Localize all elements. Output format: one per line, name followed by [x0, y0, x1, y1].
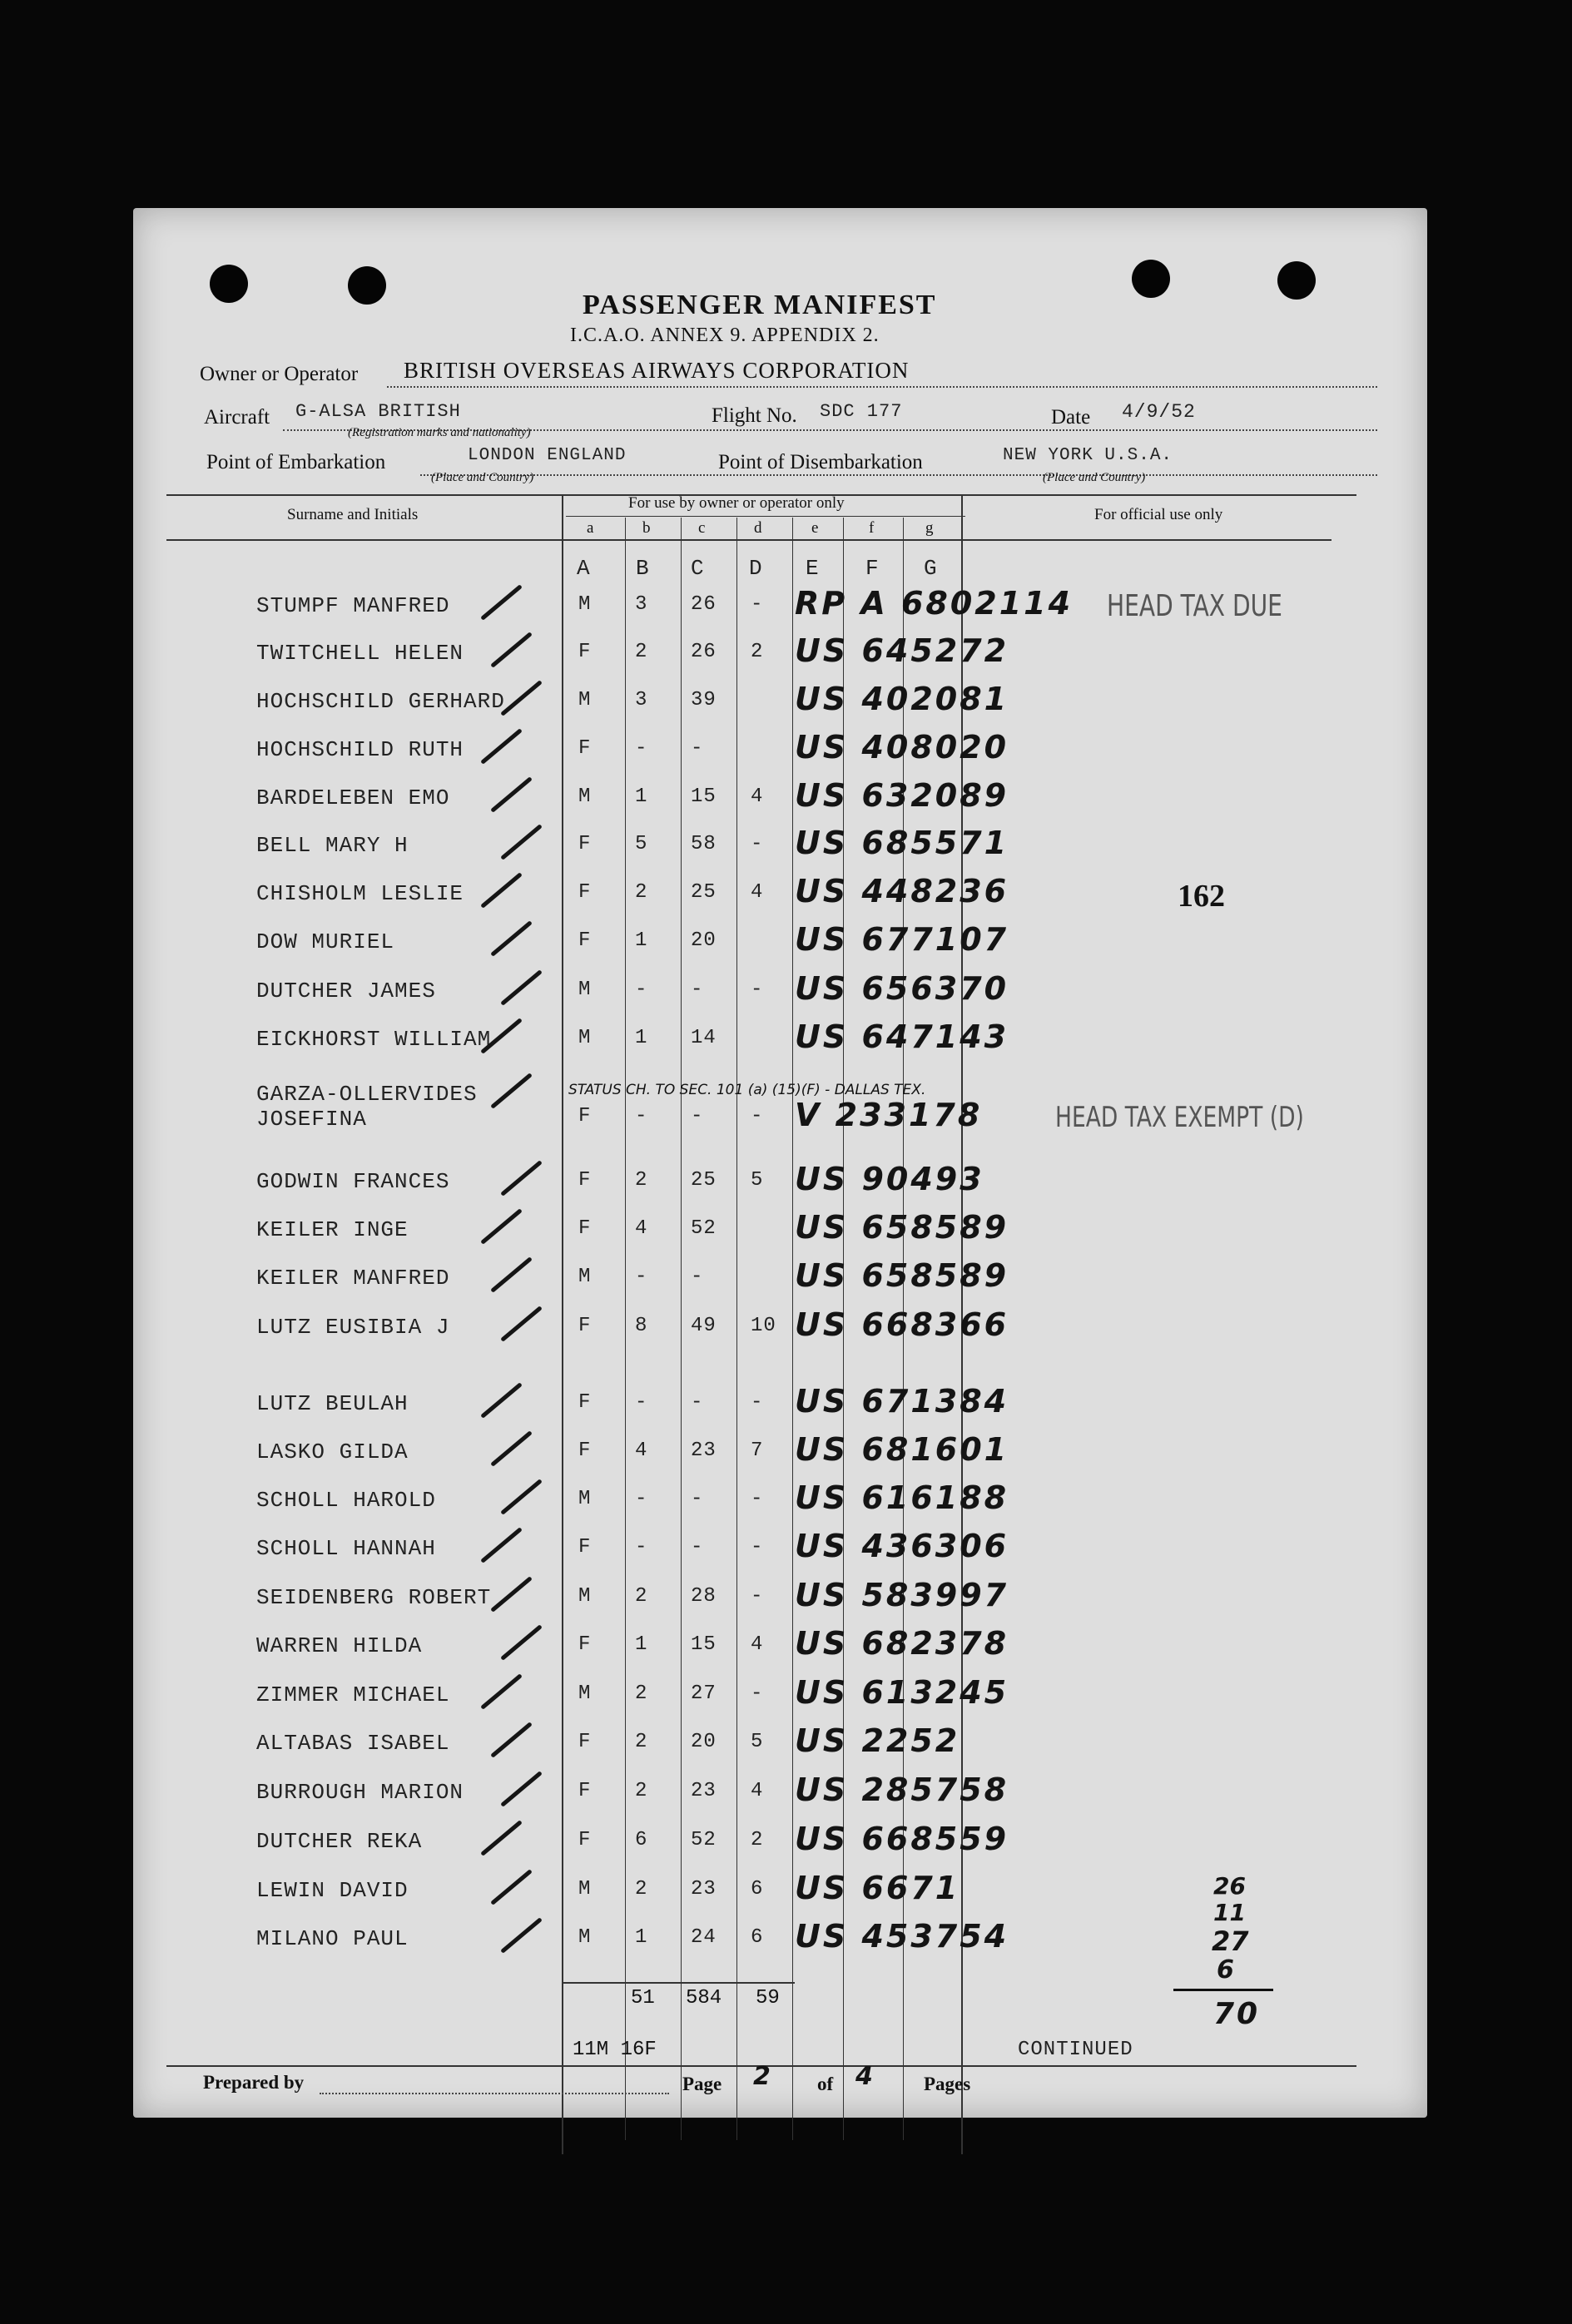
sex-cell: F — [578, 881, 592, 904]
col-cap: E — [806, 556, 820, 581]
head-tax-due-stamp: HEAD TAX DUE — [1107, 589, 1282, 623]
manifest-sheet — [133, 208, 1427, 2118]
sex-cell: F — [578, 737, 592, 760]
passenger-name: ALTABAS ISABEL — [256, 1731, 450, 1756]
col-b-cell: 2 — [635, 1731, 648, 1753]
sex-cell: M — [578, 1682, 592, 1705]
passenger-name: ZIMMER MICHAEL — [256, 1682, 450, 1707]
col-cap: D — [749, 556, 763, 581]
col-c-cell: 20 — [691, 1731, 717, 1753]
sex-cell: M — [578, 785, 592, 808]
document-number: US 583997 — [795, 1577, 1009, 1613]
col-b-cell: 2 — [635, 1682, 648, 1705]
col-c-cell: - — [691, 1536, 704, 1558]
col-c-cell: - — [691, 1266, 704, 1288]
col-b-cell: 3 — [635, 689, 648, 711]
passenger-name: GODWIN FRANCES — [256, 1169, 450, 1194]
passenger-name: LEWIN DAVID — [256, 1878, 409, 1903]
disembark-label: Point of Disembarkation — [718, 451, 923, 473]
col-c-cell: 39 — [691, 689, 717, 711]
col-d-cell: - — [751, 1585, 764, 1608]
page-label: Page — [682, 2074, 722, 2094]
document-number: US 647143 — [795, 1018, 1009, 1055]
document-number: US 613245 — [795, 1674, 1009, 1711]
check-mark — [500, 1917, 543, 1954]
document-number: US 6671 — [795, 1870, 960, 1906]
col-b-cell: - — [635, 737, 648, 760]
tally-entry: 6 — [1217, 1955, 1234, 1985]
col-c-cell: 52 — [691, 1829, 717, 1851]
document-number: US 2252 — [795, 1722, 960, 1759]
document-number: US 682378 — [795, 1625, 1009, 1662]
col-d-cell: 2 — [751, 1829, 764, 1851]
check-mark — [480, 1527, 523, 1563]
sex-cell: F — [578, 1536, 592, 1558]
col-d-cell: 5 — [751, 1169, 764, 1192]
sex-cell: F — [578, 1391, 592, 1414]
date-value: 4/9/52 — [1122, 401, 1196, 423]
passenger-name: GARZA-OLLERVIDES JOSEFINA — [256, 1082, 478, 1132]
col-d-cell: 6 — [751, 1926, 764, 1949]
col-cap: B — [636, 556, 650, 581]
check-mark — [500, 1624, 543, 1661]
embark-value: LONDON ENGLAND — [468, 446, 627, 465]
passenger-name: DOW MURIEL — [256, 929, 395, 954]
col-b-cell: - — [635, 1488, 648, 1510]
col-b-cell: 1 — [635, 1633, 648, 1656]
check-mark — [480, 872, 523, 909]
status-note: STATUS CH. TO SEC. 101 (a) (15)(F) - DALLAS TEX. — [568, 1082, 926, 1098]
col-d-cell: - — [751, 833, 764, 855]
document-number: US 448236 — [795, 873, 1009, 909]
sex-cell: M — [578, 1926, 592, 1949]
col-letter: g — [925, 519, 934, 537]
official-number: 162 — [1178, 879, 1225, 914]
col-c-cell: 23 — [691, 1780, 717, 1802]
col-c-cell: 26 — [691, 593, 717, 616]
sex-cell: M — [578, 1585, 592, 1608]
col-b-cell: 1 — [635, 785, 648, 808]
registration-note: (Registration marks and nationality) — [348, 426, 531, 439]
col-c-cell: 23 — [691, 1878, 717, 1900]
col-c-cell: 28 — [691, 1585, 717, 1608]
document-number: US 685571 — [795, 825, 1009, 861]
form-title: PASSENGER MANIFEST — [583, 290, 937, 320]
passenger-name: BURROUGH MARION — [256, 1780, 464, 1805]
embark-label: Point of Embarkation — [206, 451, 386, 473]
col-b-cell: 2 — [635, 1780, 648, 1802]
col-b-cell: - — [635, 1391, 648, 1414]
passenger-name: DUTCHER JAMES — [256, 979, 436, 1003]
col-cap: A — [577, 556, 591, 581]
punch-hole — [210, 265, 248, 303]
passenger-name: WARREN HILDA — [256, 1633, 423, 1658]
col-letter: f — [869, 519, 875, 537]
col-c-cell: 26 — [691, 641, 717, 663]
passenger-name: BARDELEBEN EMO — [256, 785, 450, 810]
col-b-cell: 2 — [635, 1169, 648, 1192]
sex-cell: M — [578, 689, 592, 711]
col-cap: G — [924, 556, 938, 581]
col-d-cell: 2 — [751, 641, 764, 663]
col-b-cell: - — [635, 979, 648, 1001]
document-number: US 668366 — [795, 1306, 1009, 1343]
aircraft-label: Aircraft — [204, 406, 270, 429]
check-mark — [490, 920, 533, 957]
check-mark — [490, 632, 533, 668]
official-use-header: For official use only — [1094, 506, 1223, 523]
col-letter: d — [754, 519, 762, 537]
check-mark — [480, 1673, 523, 1710]
col-d-cell: - — [751, 979, 764, 1001]
sex-cell: M — [578, 1878, 592, 1900]
document-number: US 656370 — [795, 970, 1009, 1007]
flight-label: Flight No. — [712, 404, 797, 427]
punch-hole — [348, 266, 386, 305]
aircraft-value: G-ALSA BRITISH — [295, 401, 461, 422]
col-b-cell: - — [635, 1105, 648, 1127]
owner-value: BRITISH OVERSEAS AIRWAYS CORPORATION — [404, 358, 910, 383]
passenger-name: EICKHORST WILLIAM — [256, 1027, 492, 1052]
col-c-cell: 27 — [691, 1682, 717, 1705]
col-d-cell: 7 — [751, 1439, 764, 1462]
check-mark — [480, 1382, 523, 1419]
col-b-cell: - — [635, 1536, 648, 1558]
passenger-name: BELL MARY H — [256, 833, 409, 858]
document-number: US 632089 — [795, 777, 1009, 814]
sex-cell: F — [578, 1829, 592, 1851]
disembark-value: NEW YORK U.S.A. — [1003, 446, 1173, 465]
col-b-cell: 1 — [635, 1027, 648, 1049]
document-number: US 285758 — [795, 1771, 1009, 1808]
passenger-name: SCHOLL HANNAH — [256, 1536, 436, 1561]
col-c-cell: - — [691, 737, 704, 760]
col-c-cell: - — [691, 979, 704, 1001]
disembark-place-note: (Place and Country) — [1043, 471, 1146, 484]
document-number: US 90493 — [795, 1161, 984, 1197]
continued-label: CONTINUED — [1018, 2039, 1133, 2061]
document-number: US 658589 — [795, 1257, 1009, 1294]
col-c-cell: 23 — [691, 1439, 717, 1462]
owner-label: Owner or Operator — [200, 363, 359, 385]
prepared-label: Prepared by — [203, 2072, 305, 2093]
col-c-cell: 24 — [691, 1926, 717, 1949]
passenger-name: LASKO GILDA — [256, 1439, 409, 1464]
check-mark — [480, 728, 523, 765]
col-c-cell: 14 — [691, 1027, 717, 1049]
head-tax-exempt-stamp: HEAD TAX EXEMPT (D) — [1055, 1101, 1304, 1134]
check-mark — [490, 1430, 533, 1467]
check-mark — [490, 1722, 533, 1758]
col-c-cell: 25 — [691, 881, 717, 904]
check-mark — [480, 1208, 523, 1245]
date-label: Date — [1051, 406, 1091, 429]
sex-cell: F — [578, 929, 592, 952]
passenger-name: LUTZ BEULAH — [256, 1391, 409, 1416]
document-number: US 402081 — [795, 681, 1009, 717]
col-d-cell: - — [751, 1682, 764, 1705]
embark-place-note: (Place and Country) — [431, 471, 534, 484]
tally-entry: 27 — [1212, 1925, 1249, 1957]
check-mark — [480, 584, 523, 621]
sex-cell: M — [578, 1266, 592, 1288]
col-d-cell: 5 — [751, 1731, 764, 1753]
col-d-cell: - — [751, 1488, 764, 1510]
col-d-cell: 4 — [751, 881, 764, 904]
tally-entry: 26 — [1213, 1872, 1246, 1900]
owner-use-header: For use by owner or operator only — [628, 494, 845, 512]
passenger-name: HOCHSCHILD RUTH — [256, 737, 464, 762]
col-c-cell: 20 — [691, 929, 717, 952]
col-d-cell: - — [751, 1536, 764, 1558]
check-mark — [500, 1160, 543, 1197]
check-mark — [490, 1256, 533, 1293]
col-d-cell: 4 — [751, 1633, 764, 1656]
passenger-name: MILANO PAUL — [256, 1926, 409, 1951]
sex-cell: F — [578, 1633, 592, 1656]
col-b-cell: 1 — [635, 929, 648, 952]
document-number: US 453754 — [795, 1918, 1009, 1955]
surname-header: Surname and Initials — [287, 506, 419, 523]
col-d-cell: 10 — [751, 1315, 776, 1337]
total-c: 584 — [686, 1987, 722, 2009]
punch-hole — [1277, 261, 1316, 300]
col-c-cell: - — [691, 1488, 704, 1510]
check-mark — [500, 1306, 543, 1342]
check-mark — [500, 969, 543, 1006]
col-b-cell: 2 — [635, 1878, 648, 1900]
passenger-name: DUTCHER REKA — [256, 1829, 423, 1854]
col-letter: a — [587, 519, 594, 537]
flight-value: SDC 177 — [820, 401, 903, 422]
col-b-cell: 4 — [635, 1439, 648, 1462]
sex-cell: F — [578, 1780, 592, 1802]
sex-cell: F — [578, 1731, 592, 1753]
total-d: 59 — [756, 1987, 780, 2009]
col-d-cell: 4 — [751, 785, 764, 808]
col-b-cell: 5 — [635, 833, 648, 855]
of-label: of — [817, 2074, 834, 2094]
tally-total: 70 — [1213, 1997, 1261, 2031]
col-c-cell: 15 — [691, 1633, 717, 1656]
col-cap: C — [691, 556, 705, 581]
col-letter: b — [642, 519, 651, 537]
col-c-cell: 49 — [691, 1315, 717, 1337]
sex-cell: F — [578, 1439, 592, 1462]
col-b-cell: 2 — [635, 1585, 648, 1608]
col-b-cell: 1 — [635, 1926, 648, 1949]
col-b-cell: 6 — [635, 1829, 648, 1851]
col-d-cell: - — [751, 593, 764, 616]
col-letter: e — [811, 519, 819, 537]
sex-cell: F — [578, 1315, 592, 1337]
tally-entry: 11 — [1213, 1899, 1246, 1926]
passenger-name: HOCHSCHILD GERHARD — [256, 689, 505, 714]
passenger-name: LUTZ EUSIBIA J — [256, 1315, 450, 1340]
passenger-name: SEIDENBERG ROBERT — [256, 1585, 492, 1610]
check-mark — [500, 680, 543, 716]
document-number: US 408020 — [795, 729, 1009, 766]
check-mark — [490, 776, 533, 813]
col-letter: c — [698, 519, 706, 537]
sex-cell: F — [578, 641, 592, 663]
document-number: US 645272 — [795, 632, 1009, 669]
passenger-name: KEILER INGE — [256, 1217, 409, 1242]
form-subtitle: I.C.A.O. ANNEX 9. APPENDIX 2. — [570, 325, 880, 346]
document-number: US 681601 — [795, 1431, 1009, 1468]
col-b-cell: 4 — [635, 1217, 648, 1240]
punch-hole — [1132, 260, 1170, 298]
sex-cell: F — [578, 833, 592, 855]
col-d-cell: - — [751, 1391, 764, 1414]
sex-cell: M — [578, 593, 592, 616]
passenger-name: TWITCHELL HELEN — [256, 641, 464, 666]
pages-label: Pages — [924, 2074, 971, 2094]
document-number: US 616188 — [795, 1479, 1009, 1516]
col-d-cell: 4 — [751, 1780, 764, 1802]
document-number: US 671384 — [795, 1383, 1009, 1420]
check-mark — [500, 824, 543, 860]
col-b-cell: 3 — [635, 593, 648, 616]
col-cap: F — [865, 556, 880, 581]
check-mark — [500, 1771, 543, 1807]
check-mark — [490, 1869, 533, 1905]
col-d-cell: 6 — [751, 1878, 764, 1900]
sex-cell: M — [578, 1488, 592, 1510]
passenger-name: KEILER MANFRED — [256, 1266, 450, 1291]
check-mark — [480, 1820, 523, 1856]
col-d-cell: - — [751, 1105, 764, 1127]
sex-cell: M — [578, 979, 592, 1001]
document-number: US 668559 — [795, 1821, 1009, 1857]
passenger-name: CHISHOLM LESLIE — [256, 881, 464, 906]
document-number: RP A 6802114 — [795, 585, 1074, 622]
check-mark — [500, 1479, 543, 1515]
total-b: 51 — [631, 1987, 655, 2009]
col-c-cell: 15 — [691, 785, 717, 808]
passenger-name: STUMPF MANFRED — [256, 593, 450, 618]
page-number: 2 — [753, 2062, 773, 2091]
check-mark — [490, 1576, 533, 1613]
sex-cell: F — [578, 1105, 592, 1127]
col-c-cell: - — [691, 1391, 704, 1414]
col-b-cell: 2 — [635, 641, 648, 663]
col-c-cell: 58 — [691, 833, 717, 855]
page-total: 4 — [855, 2062, 875, 2091]
document-number: V 233178 — [795, 1097, 983, 1133]
document-number: US 658589 — [795, 1209, 1009, 1246]
passenger-name: SCHOLL HAROLD — [256, 1488, 436, 1513]
col-c-cell: 25 — [691, 1169, 717, 1192]
gender-count: 11M 16F — [573, 2039, 657, 2061]
document-number: US 677107 — [795, 921, 1009, 958]
document-number: US 436306 — [795, 1528, 1009, 1564]
col-b-cell: 8 — [635, 1315, 648, 1337]
col-b-cell: 2 — [635, 881, 648, 904]
sex-cell: F — [578, 1169, 592, 1192]
sex-cell: M — [578, 1027, 592, 1049]
col-c-cell: - — [691, 1105, 704, 1127]
sex-cell: F — [578, 1217, 592, 1240]
col-b-cell: - — [635, 1266, 648, 1288]
col-c-cell: 52 — [691, 1217, 717, 1240]
